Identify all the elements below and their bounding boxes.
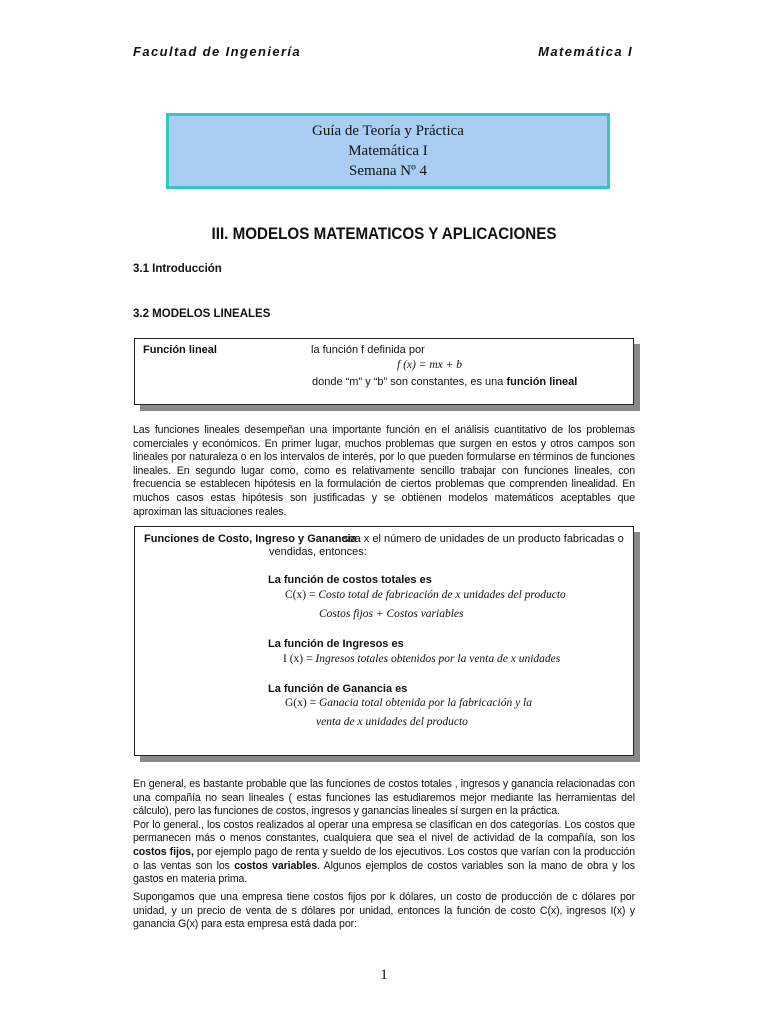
box1-label: Función lineal (143, 344, 217, 356)
paragraph-example-text: Supongamos que una empresa tiene costos fijos por k dólares, un costo de producción de c dólares por unidad, y un precio de venta de s dólares por unidad, entonces la función de costo C(x), ingresos I(x) y ganancia G(x) para esta empresa está dada por: (133, 891, 635, 931)
cost-line2: Costos fijos + Costos variables (319, 608, 464, 620)
box1-text2 (312, 376, 577, 388)
section-intro-heading: 3.1 Introducción (133, 263, 222, 275)
paragraph-general (133, 778, 635, 887)
cost-line1: Costo total de fabricación de x unidades del producto (318, 589, 566, 601)
cost-function-title: La función de costos totales es (268, 574, 432, 586)
profit-function-title: La función de Ganancia es (268, 683, 408, 695)
title-line-course: Matemática I (348, 143, 428, 159)
section-linear-heading: 3.2 MODELOS LINEALES (133, 308, 271, 320)
paragraph-example (133, 891, 635, 932)
paragraph-intro (133, 424, 635, 519)
header-course: Matemática I (538, 44, 633, 59)
income-function-title: La función de Ingresos es (268, 638, 404, 650)
title-line-week: Semana Nº 4 (349, 163, 427, 179)
box1-text2-plain: donde “m” y “b” son constantes, es una (312, 376, 507, 388)
profit-function-def (285, 697, 532, 709)
header-faculty: Facultad de Ingeniería (133, 44, 302, 59)
title-line-guide: Guía de Teoría y Práctica (312, 123, 464, 139)
linear-function-definition-box (134, 338, 634, 405)
title-box (166, 113, 610, 189)
costs-fixed-term: costos fijos, (133, 845, 194, 858)
income-function-def (283, 653, 560, 665)
box1-formula: f (x) = mx + b (397, 359, 463, 371)
costs-text-a: Por lo general., los costos realizados al operar una empresa se clasifican en dos categorías. Los costos que permanecen más o menos constantes, cualquiera que sea el nivel de actividad de la compañía, son los (133, 818, 635, 845)
profit-lhs: G(x) = (285, 697, 319, 709)
paragraph-general-text: En general, es bastante probable que las funciones de costos totales , ingresos y ganancia relacionadas con una compañía no sean lineales ( estas funciones las estudiaremos mejor mediante las herramientas del cálculo), pero las funciones de costos, ingresos y ganancias lineales sí surgen en la práctica. (133, 778, 635, 818)
costs-variable-term: costos variables (234, 859, 318, 872)
page-number: 1 (380, 967, 388, 983)
income-lhs: I (x) = (283, 653, 316, 665)
profit-line1: Ganacia total obtenida por la fabricación y la (318, 697, 533, 709)
box2-intro1: sea x el número de unidades de un producto fabricadas o (343, 533, 624, 545)
costs-text-e: . Algunos ejemplos de costos variables son la mano de obra y los gastos en materia prima. (133, 859, 635, 886)
profit-line2: venta de x unidades del producto (316, 716, 468, 728)
paragraph-intro-text: Las funciones lineales desempeñan una importante función en el análisis cuantitativo de los problemas comerciales y económicos. En primer lugar, muchos problemas que surgen en estos y otros campos son lineales por naturaleza o en los intervalos de interés, por lo que pueden formularse en términos de funciones lineales. En segundo lugar como, como es relativamente sencillo trabajar con funciones lineales, con frecuencia se establecen hipótesis en la formulación de ciertos problemas que comprenden linealidad. En muchos casos estas hipótesis son justificadas y se obtienen modelos matemáticos aceptables que aproximan las situaciones reales. (133, 424, 635, 518)
costs-text-c: por ejemplo pago de renta y sueldo de los ejecutivos. Los costos que varían con la producción o las ventas son los (133, 845, 635, 872)
box2-intro2: vendidas, entonces: (269, 546, 367, 558)
box1-text1: la función f definida por (311, 344, 425, 356)
cost-income-profit-box (134, 526, 634, 756)
income-line1: Ingresos totales obtenidos por la venta de x unidades (315, 653, 561, 665)
cost-function-def (285, 589, 566, 601)
cost-lhs: C(x) = (285, 589, 319, 601)
chapter-title: III. MODELOS MATEMATICOS Y APLICACIONES (211, 225, 557, 243)
box1-text2-bold: función lineal (506, 376, 578, 388)
paragraph-costs-text (133, 819, 635, 887)
box2-label: Funciones de Costo, Ingreso y Ganancia (144, 533, 357, 545)
